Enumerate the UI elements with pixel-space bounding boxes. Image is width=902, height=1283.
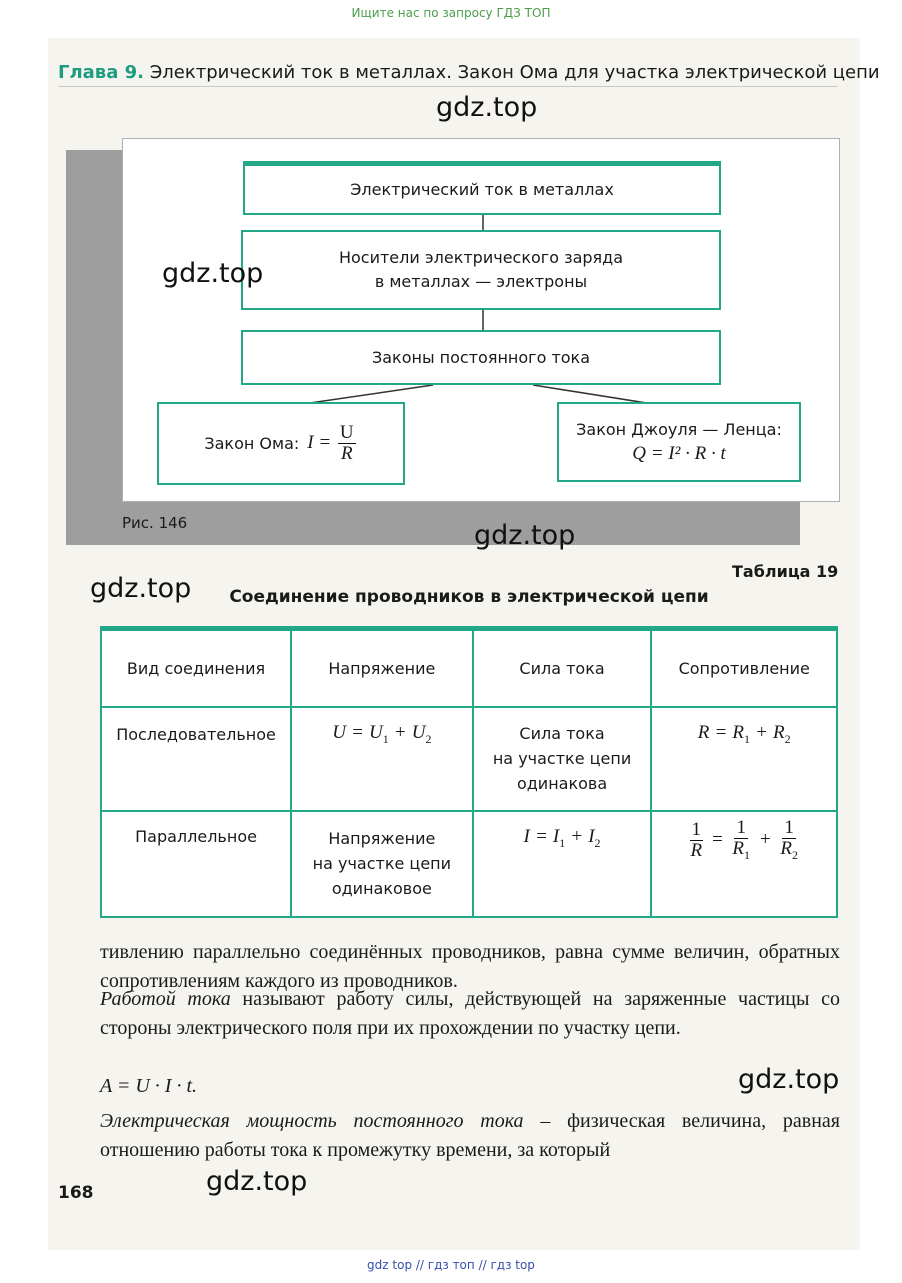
parallel-voltage-line1: Напряжение [328, 829, 436, 848]
table-cell-type: Последовательное [101, 707, 291, 811]
diagram-box-ohms-law [157, 402, 405, 485]
body-paragraph-2 [100, 985, 840, 1043]
connection-table [100, 626, 838, 918]
work-formula: A = U · I · t. [100, 1075, 198, 1097]
diagram-current-text: Электрический ток в металлах [350, 179, 614, 199]
figure-caption: Рис. 146 [122, 514, 188, 532]
term-work-of-current: Работой тока [100, 988, 231, 1010]
table-header-cell: Вид соединения [101, 629, 291, 707]
diagram-carriers-line1: Носители электрического заряда [338, 248, 624, 267]
bottom-banner: gdz top // гдз топ // гдз top [367, 1258, 535, 1272]
diagram-box-joule-lenz [557, 402, 801, 482]
chapter-title: Электрический ток в металлах. Закон Ома для участка электрической цепи [143, 62, 880, 83]
table-cell-type: Параллельное [101, 811, 291, 917]
watermark-text: gdz.top [436, 92, 538, 123]
table-cell-resistance: $\frac{1}{R}$ = $\frac{1}{R_1}$ + $\frac{1}{R_2}$ [651, 811, 837, 917]
chapter-number: Глава 9. [58, 62, 144, 83]
figure-diagram [122, 138, 840, 502]
diagram-carriers-line2: в металлах — электроны [374, 272, 588, 291]
series-current-line1: Сила тока [519, 724, 605, 743]
table-header-cell: Сила тока [473, 629, 652, 707]
diagram-box-dc-laws [241, 330, 721, 385]
series-current-line3: одинакова [516, 774, 608, 793]
page-number: 168 [58, 1183, 94, 1203]
body-paragraph-3 [100, 1107, 840, 1165]
diagram-box-charge-carriers [241, 230, 721, 310]
ohms-law-denominator: R [340, 443, 353, 464]
parallel-voltage-line2: на участке цепи [312, 854, 452, 873]
watermark-text: gdz.top [162, 258, 264, 289]
series-current-line2: на участке цепи [492, 749, 632, 768]
top-banner: Ищите нас по запросу ГДЗ ТОП [351, 6, 551, 20]
table-header-cell: Сопротивление [651, 629, 837, 707]
watermark-text: gdz.top [738, 1064, 840, 1095]
parallel-voltage-line3: одинаковое [331, 879, 432, 898]
watermark-text: gdz.top [90, 573, 192, 604]
body-paragraph-3-text: – физическая величина, равная отношению работы тока к промежутку времени, за который [100, 1110, 840, 1161]
table-row [101, 811, 837, 917]
table-header-cell: Напряжение [291, 629, 473, 707]
table-row [101, 707, 837, 811]
table-cell-current: $I = I_1 + I_2$ [473, 811, 652, 917]
ohms-law-formula: I = $\frac{U}{R}$ [307, 422, 354, 464]
diagram-box-current-in-metals [243, 161, 721, 215]
table-cell-voltage [291, 811, 473, 917]
term-electric-power: Электрическая мощность постоянного тока [100, 1110, 524, 1132]
diagram-laws-text: Законы постоянного тока [371, 347, 591, 367]
ohms-law-label: Закон Ома: [204, 433, 300, 453]
watermark-text: gdz.top [206, 1166, 308, 1197]
table-header-row [101, 629, 837, 707]
joule-lenz-label: Закон Джоуля — Ленца: [576, 420, 782, 439]
table-number: Таблица 19 [732, 562, 839, 581]
ohms-law-lhs: I [307, 431, 314, 453]
joule-lenz-formula: Q = I² · R · t [632, 443, 726, 464]
body-paragraph-1: тивлению параллельно соединённых проводников, равна сумме величин, обратных сопротивлениям каждого из проводников. [100, 941, 840, 992]
table-title: Соединение проводников в электрической цепи [229, 587, 709, 607]
chapter-header [58, 62, 880, 83]
ohms-law-numerator: U [339, 422, 354, 443]
watermark-text: gdz.top [474, 520, 576, 551]
table-cell-resistance: $R = R_1 + R_2$ [651, 707, 837, 811]
table-cell-voltage: $U = U_1 + U_2$ [291, 707, 473, 811]
table-cell-current [473, 707, 652, 811]
header-divider [58, 86, 838, 87]
body-paragraph-2-text: называют работу силы, действующей на заряженные частицы со стороны электрического поля при их прохождении по участку цепи. [100, 988, 840, 1039]
